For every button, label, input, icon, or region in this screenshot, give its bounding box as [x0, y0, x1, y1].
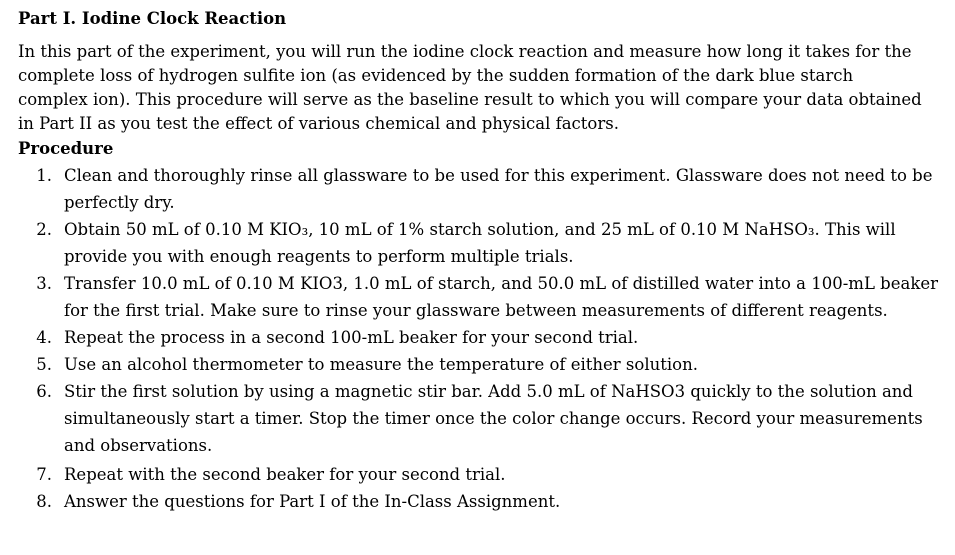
- procedure-list: [18, 162, 938, 515]
- list-item: [18, 270, 938, 324]
- list-item: [18, 324, 938, 351]
- step-number: 6.: [36, 382, 52, 401]
- procedure-heading: Procedure: [18, 139, 114, 158]
- list-item: [18, 216, 938, 270]
- step-text: Use an alcohol thermometer to measure the temperature of either solution.: [64, 355, 698, 374]
- step-number: 3.: [36, 274, 52, 293]
- step-number: 1.: [36, 166, 52, 185]
- step-text: Repeat the process in a second 100-mL beaker for your second trial.: [64, 328, 639, 347]
- step-text: Answer the questions for Part I of the In-Class Assignment.: [64, 492, 561, 511]
- list-item: [18, 378, 938, 459]
- document-page: [18, 8, 938, 515]
- list-item: [18, 461, 938, 488]
- section-heading: Part I. Iodine Clock Reaction: [18, 9, 287, 28]
- step-number: 7.: [36, 465, 52, 484]
- list-item: [18, 351, 938, 378]
- step-text: Obtain 50 mL of 0.10 M KIO₃, 10 mL of 1% starch solution, and 25 mL of 0.10 M NaHSO₃. This will provide you with enough reagents to perform multiple trials.: [64, 220, 896, 266]
- intro-paragraph: In this part of the experiment, you will run the iodine clock reaction and measure how long it takes for the complete loss of hydrogen sulfite ion (as evidenced by the sudden formation of the dark blue starch complex ion). This procedure will serve as the baseline result to which you will compare your data obtained in Part II as you test the effect of various chemical and physical factors.: [18, 42, 922, 133]
- step-text: Repeat with the second beaker for your second trial.: [64, 465, 506, 484]
- step-text: Transfer 10.0 mL of 0.10 M KIO3, 1.0 mL of starch, and 50.0 mL of distilled water into a 100-mL beaker for the first trial. Make sure to rinse your glassware between measurements of different reagents.: [64, 274, 938, 320]
- list-item: [18, 488, 938, 515]
- list-item: [18, 162, 938, 216]
- step-number: 2.: [36, 220, 52, 239]
- step-text: Clean and thoroughly rinse all glassware to be used for this experiment. Glassware does not need to be perfectly dry.: [64, 166, 933, 212]
- step-number: 5.: [36, 355, 52, 374]
- step-number: 4.: [36, 328, 52, 347]
- step-number: 8.: [36, 492, 52, 511]
- step-text: Stir the first solution by using a magnetic stir bar. Add 5.0 mL of NaHSO3 quickly to the solution and simultaneously start a timer. Stop the timer once the color change occurs. Record your measurements and observations.: [64, 382, 923, 455]
